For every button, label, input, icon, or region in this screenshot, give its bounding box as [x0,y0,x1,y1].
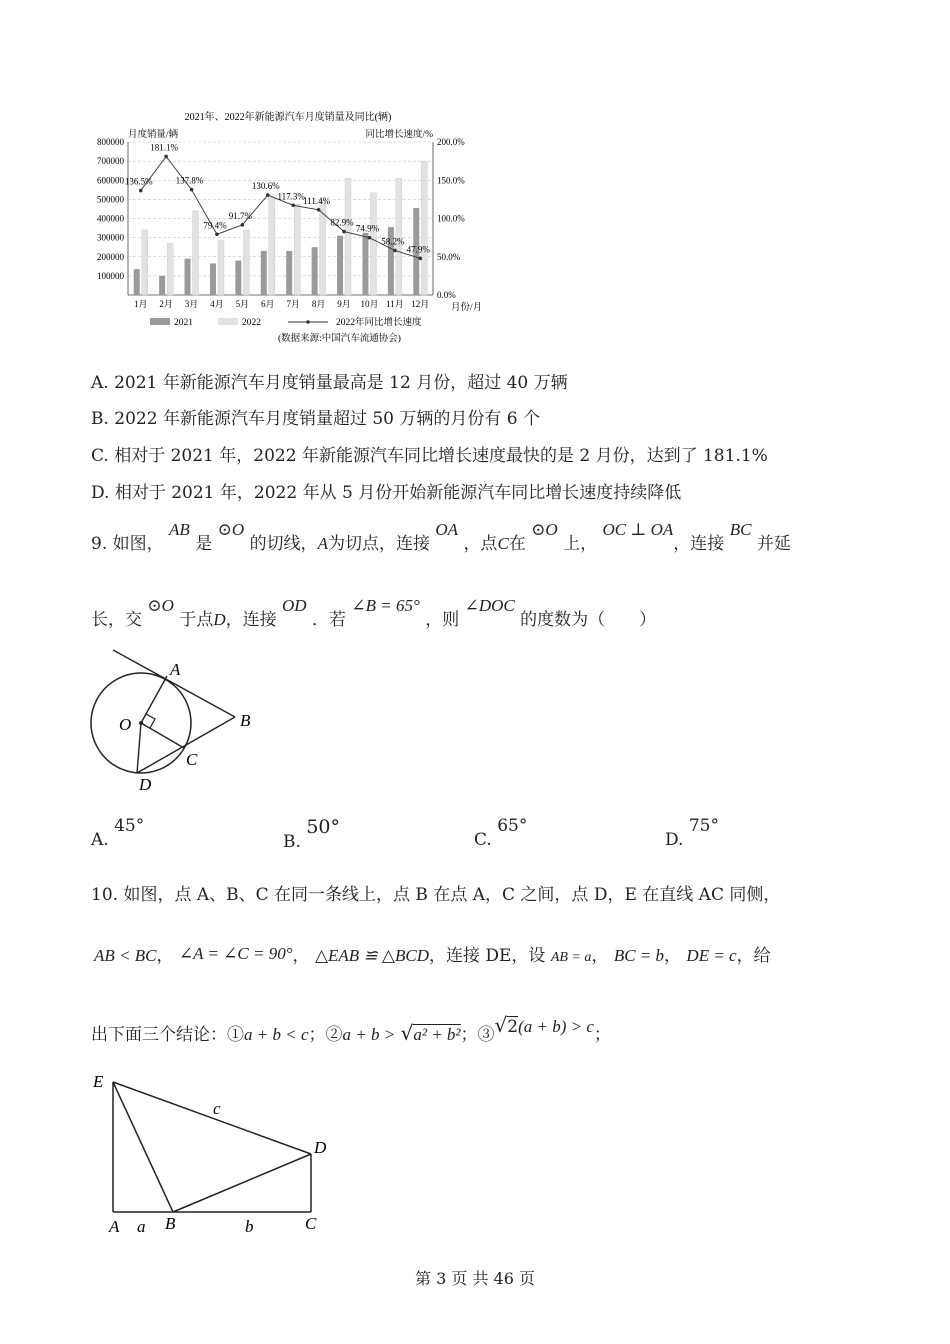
growth-data-label: 130.6% [251,181,280,192]
legend-swatch-2021 [150,318,170,325]
label-b: B [165,1214,176,1233]
bar-2021 [159,276,165,295]
bar-2021 [337,236,343,295]
category-label: 4月 [210,299,224,309]
option-8b: B. 2022 年新能源汽车月度销量超过 50 万辆的月份有 6 个 [91,409,541,429]
q9-line1 [91,520,791,554]
q10-line3 [91,1013,611,1045]
q10-text: ； [593,1025,611,1045]
q9-circle-o: ⊙O [217,520,245,539]
q10-conclusion1: a + b < c [244,1025,309,1044]
growth-data-label: 111.4% [303,195,331,206]
q10-line2: AB < BC， ∠A = ∠C = 90°， △EAB ≌ △BCD，连接 DE，设 AB = a， BC = b， DE = c，给 [94,944,771,966]
left-tick-label: 100000 [97,270,124,281]
label-c: C [186,750,198,769]
q9-text: 在 [508,534,526,554]
q9-line2 [91,596,657,630]
q10-text: ，给 [736,946,771,966]
bar-2022 [218,240,224,295]
legend-label-2022: 2022 [242,318,261,328]
q10-text: ；② [308,1025,343,1045]
growth-data-label: 136.5% [124,176,153,187]
q10-bc-b: BC = b [613,946,665,965]
page-footer: 第 3 页 共 46 页 [415,1269,535,1288]
growth-data-label: 82.9% [330,217,354,228]
q9-text: 的度数为（ ） [520,610,657,630]
growth-data-label: 137.8% [175,175,204,186]
q9-bc: BC [729,520,752,539]
left-tick-label: 700000 [97,156,124,167]
segment-oc [141,723,184,748]
label-c-side: c [213,1099,221,1118]
q9-ab: AB [169,520,190,539]
choice-letter: B. [283,832,301,852]
left-tick-label: 300000 [97,232,124,243]
q10-cond2: ∠A = ∠C = 90° [178,944,293,963]
bar-2021 [362,233,368,295]
growth-data-label: 117.3% [277,191,305,202]
growth-point [241,223,245,227]
growth-point [317,208,321,212]
label-o: O [119,715,132,734]
bar-2022 [243,230,249,295]
q9-text: ，连接 [225,610,277,630]
q10-conclusion2: a + b > [342,1025,396,1044]
legend-label-2021: 2021 [174,318,193,328]
q10-text: 出下面三个结论：① [91,1025,244,1045]
growth-point [393,249,397,253]
growth-point [342,230,346,234]
growth-point [164,155,168,159]
q10-text: ；③ [460,1025,495,1045]
q9-text: ，点 [463,534,498,554]
center-dot [139,721,143,725]
segment-od [137,723,141,773]
bar-2021 [210,263,216,295]
category-label: 10月 [360,299,379,309]
label-b-side: b [245,1217,254,1236]
growth-point [418,257,422,261]
bar-2022 [370,193,376,295]
bar-2021 [261,251,267,295]
choice-value: 50° [306,816,340,838]
growth-data-label: 74.9% [355,223,380,234]
label-a-side: a [137,1217,146,1236]
bar-2021 [312,247,318,295]
q9-text: 是 [195,534,213,554]
chart-title: 2021年、2022年新能源汽车月度销量及同比(辆) [184,112,392,123]
segment-eb [113,1082,173,1212]
growth-line [141,156,421,258]
q9-text: 并延 [756,534,791,554]
growth-point [368,236,372,240]
category-label: 6月 [261,299,275,309]
bar-2022 [193,211,199,295]
right-tick-label: 0.0% [437,290,456,300]
choice-value: 45° [114,816,145,836]
choice-value: 65° [497,816,528,836]
right-tick-label: 50.0% [437,251,461,262]
q9-d: D [213,610,226,629]
bar-2021 [134,269,140,295]
q9-oa: OA [435,520,459,539]
x-axis-label: 月份/月 [451,303,483,313]
label-e: E [93,1072,104,1091]
legend-label-growth: 2022年同比增长速度 [336,318,422,328]
left-tick-label: 800000 [97,137,124,147]
growth-point [291,203,295,207]
chart-source: (数据来源:中国汽车流通协会) [278,334,401,344]
growth-data-label: 58.2% [381,236,405,247]
q9-text: ．若 [312,610,346,630]
segment-ed [113,1082,311,1154]
q10-radicand: a² + b² [413,1025,461,1044]
choice-letter: A. [91,830,109,850]
bar-2022 [142,230,148,295]
q9-choice-a [91,816,145,850]
right-tick-label: 150.0% [437,175,465,186]
q10-cond3: △EAB ≌ △BCD [314,946,429,965]
q9-angle-doc: ∠DOC [464,596,515,615]
q10-de-c: DE = c [686,946,737,965]
q9-figure [85,645,275,800]
left-tick-label: 600000 [97,175,124,186]
q9-text: ，连接 [673,534,725,554]
q9-choice-c [474,816,528,850]
category-label: 11月 [386,299,404,309]
bar-2022 [421,161,427,295]
q9-angle-b: ∠B = 65° [351,596,420,615]
q9-circle-o: ⊙O [147,596,174,615]
q9-text: 长，交 [91,610,142,630]
growth-point [190,188,194,192]
q9-choice-b [283,816,340,852]
bar-2022 [167,243,173,295]
category-label: 12月 [411,299,430,309]
right-tick-label: 100.0% [437,213,465,224]
segment-bd [173,1154,311,1212]
category-label: 9月 [337,299,351,309]
choice-value: 75° [688,816,719,836]
category-label: 8月 [311,299,326,309]
category-label: 7月 [286,299,300,309]
choice-letter: C. [474,830,492,850]
segment-oa [141,676,167,723]
right-axis-label: 同比增长速度/% [365,130,433,140]
label-c: C [305,1214,317,1233]
q9-text: 为切点，连接 [327,534,430,554]
sqrt-symbol: √ [494,1013,508,1037]
category-label: 1月 [133,299,148,309]
q10-cond1: AB < BC [94,946,157,965]
left-axis-label: 月度销量/辆 [128,130,179,140]
q10-figure [85,1065,345,1240]
q9-circle-o: ⊙O [531,520,558,539]
q9-a: A [317,534,328,553]
sales-chart [88,100,488,350]
bar-2021 [235,261,241,295]
q9-choice-d [665,816,719,850]
q10-ab-a: AB = a [550,950,592,965]
category-label: 2月 [159,299,173,309]
growth-point [215,232,219,236]
sales-chart-svg [88,100,488,350]
growth-data-label: 181.1% [150,142,178,153]
label-d: D [314,1138,327,1157]
bar-2022 [294,204,300,295]
q9-text: 的切线， [249,534,318,554]
category-label: 5月 [235,299,250,309]
growth-point [139,189,143,193]
q10-text: ，连接 DE，设 [428,946,546,966]
category-label: 3月 [184,299,199,309]
q10-conclusion3: (a + b) > c [518,1017,594,1036]
legend-point [306,320,310,324]
q10-radicand: 2 [507,1017,519,1037]
legend-swatch-2022 [218,318,238,325]
growth-point [266,193,270,197]
label-a: A [170,660,181,679]
left-tick-label: 200000 [97,251,124,262]
q9-text: 9. 如图， [91,534,164,554]
label-b: B [240,711,251,730]
growth-data-label: 79.4% [203,220,227,231]
q9-text: 上， [563,534,598,554]
bar-2022 [269,197,275,295]
choice-letter: D. [665,830,684,850]
bar-2021 [286,251,292,295]
label-d: D [139,775,152,794]
growth-data-label: 91.7% [228,210,252,221]
bar-2021 [185,259,191,295]
left-tick-label: 400000 [97,213,124,224]
right-tick-label: 200.0% [437,137,465,147]
q9-perp: OC ⊥ OA [602,520,674,539]
q9-text: ，则 [425,610,460,630]
growth-data-label: 47.9% [406,244,430,255]
q9-od: OD [282,596,307,615]
option-8d: D. 相对于 2021 年，2022 年从 5 月份开始新能源汽车同比增长速度持续降低 [91,483,682,503]
q10-line1: 10. 如图，点 A、B、C 在同一条线上，点 B 在点 A，C 之间，点 D，E 在直线 AC 同侧， [91,885,781,905]
option-8c: C. 相对于 2021 年，2022 年新能源汽车同比增长速度最快的是 2 月份，达到了 181.1% [91,446,768,466]
label-a: A [109,1217,120,1236]
q9-text: 于点 [179,610,214,630]
q9-c: C [497,534,509,553]
option-8a: A. 2021 年新能源汽车月度销量最高是 12 月份，超过 40 万辆 [91,373,568,393]
left-tick-label: 500000 [97,194,124,205]
bar-2022 [345,178,351,295]
sqrt-symbol: √ [400,1021,414,1045]
